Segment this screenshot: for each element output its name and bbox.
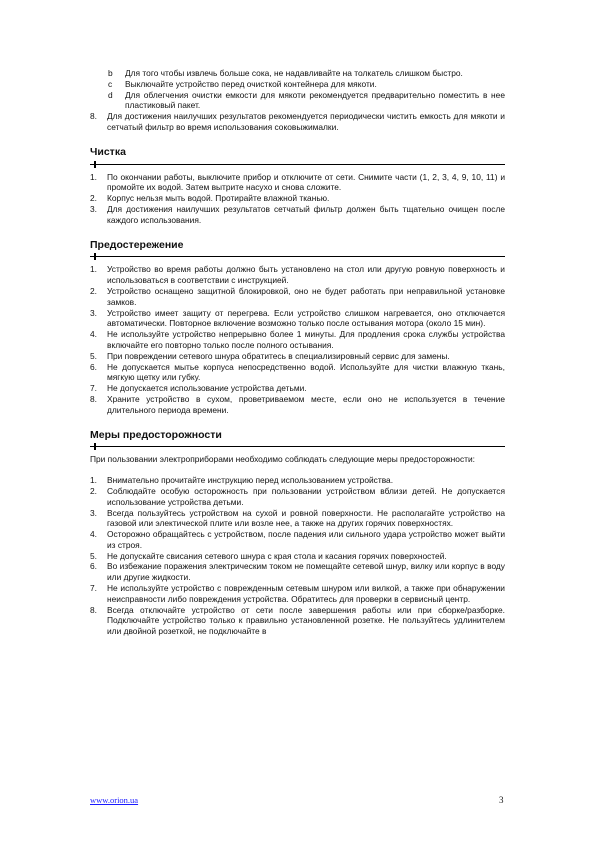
item-text: Осторожно обращайтесь с устройством, после падения или сильного удара устройство может выйти из строя. [107,529,505,550]
item-marker: b [108,68,113,78]
subitem-list [108,68,505,111]
item-marker: 8. [90,111,97,122]
section-divider [90,254,505,260]
list-item [90,329,505,351]
list-item [108,90,505,112]
item-marker: 1. [90,475,97,486]
section-heading-cleaning: Чистка [90,145,126,158]
section-heading-precautions: Меры предосторожности [90,428,222,441]
item-text: Не используйте устройство непрерывно более 1 минуты. Для продления срока службы устройства включайте его повторно только после полного остывания. [107,329,505,350]
item-text: При повреждении сетевого шнура обратитесь в специализировный сервис для замены. [107,350,450,361]
item-marker: 2. [90,485,97,496]
item-marker: 7. [90,583,97,594]
item-marker: 5. [90,350,97,361]
item-text: Выключайте устройство перед очисткой контейнера для мякоти. [125,78,377,89]
section-heading-warning: Предостережение [90,238,184,251]
list-item [90,583,505,605]
item-text: По окончании работы, выключите прибор и отключите от сети. Снимите части (1, 2, 3, 4, 9, 10, 11) и промойте их водой. Затем вытрите насухо и снова сложите. [107,171,505,193]
item-text: Не допускайте свисания сетевого шнура с края стола и касания горячих поверхностей. [107,550,447,561]
item-marker: 8. [90,393,97,404]
item-text: Не допускается использование устройства детьми. [107,383,307,394]
list-item [90,486,505,508]
list-item [90,264,505,286]
list-item [90,605,505,637]
item-marker: d [108,89,113,100]
item-text: Соблюдайте особую осторожность при пользовании устройством вблизи детей. Не допускается использование устройства детьми. [107,485,505,507]
item-marker: 6. [90,561,97,572]
list-item [90,111,505,133]
item-marker: 3. [90,203,97,214]
list-item [108,68,505,79]
page-number: 3 [499,795,504,805]
list-item [90,551,505,562]
list-item [90,475,505,486]
list-item [90,529,505,551]
list-item [90,561,505,583]
item-text: Устройство оснащено защитной блокировкой, оно не будет работать при неправильной установке замков. [107,285,505,307]
item-marker: 1. [90,264,97,275]
item-marker: 7. [90,383,97,394]
item-text: Корпус нельзя мыть водой. Протирайте влажной тканью. [107,193,330,204]
list-item [90,394,505,416]
item-marker: 3. [90,307,97,318]
item-text: Храните устройство в сухом, проветриваемом месте, если оно не используется в течение длительного периода времени. [107,393,505,415]
page-content [90,68,505,637]
item-marker: 2. [90,285,97,296]
list-item [90,383,505,394]
list-item [90,351,505,362]
list-item [90,286,505,308]
item-text: Устройство имеет защиту от перегрева. Если устройство слишком нагревается, оно отключается автоматически. Повторное включение возможно только после остывания мотора (около 15 мин). [107,307,505,329]
item-text: Для облегчения очистки емкости для мякоти рекомендуется предварительно поместить в нее пластиковый пакет. [125,89,505,111]
item-text: Всегда отключайте устройство от сети после завершения работы или при сборке/разборке. Подключайте устройство только к правильно установленной розетке. Не пользуйтесь удлинителем или двойной розеткой, не подключайте в [107,604,505,637]
item-marker: c [108,78,113,89]
item-marker: 3. [90,507,97,518]
footer-website-link[interactable]: www.orion.ua [90,795,139,805]
list-item [90,172,505,194]
item-text: Для достижения наилучших результатов сетчатый фильтр должен быть тщательно очищен после каждого использования. [107,203,505,225]
item-marker: 8. [90,604,97,615]
cleaning-list [90,172,505,226]
item-marker: 2. [90,193,97,204]
item-marker: 6. [90,361,97,372]
list-item [90,308,505,330]
item-text: Для того чтобы извлечь больше сока, не надавливайте на толкатель слишком быстро. [125,68,463,78]
item-text: Всегда пользуйтесь устройством на сухой и ровной поверхности. Не располагайте устройство на газовой или электической плите или возле нее, а также на других горячих поверхностях. [107,507,505,529]
item-text: Не используйте устройство с поврежденным сетевым шнуром или вилкой, а также при обнаружении неисправности либо повреждения устройства. Обратитесь для проверки в сервисный центр. [107,583,505,604]
precautions-intro: При пользовании электроприборами необходимо соблюдать следующие меры предосторожности: [90,454,475,465]
item-text: Во избежание поражения электрическим током не помещайте сетевой шнур, вилку или корпус в воду или другие жидкости. [107,561,505,583]
item-marker: 4. [90,529,97,540]
item-marker: 4. [90,329,97,340]
list-item [90,362,505,384]
warning-list [90,264,505,415]
item-text: Внимательно прочитайте инструкцию перед использованием устройства. [107,475,394,486]
section-divider [90,444,505,450]
list-item [90,508,505,530]
list-item [90,204,505,226]
item-marker: 1. [90,171,97,182]
item-text: Устройство во время работы должно быть установлено на стол или другую ровную поверхность и использоваться в соответствии с инструкцией. [107,264,505,286]
item-marker: 5. [90,550,97,561]
list-item [108,79,505,90]
list-item [90,193,505,204]
item-text: Для достижения наилучших результатов рекомендуется периодически чистить емкость для мякоти и сетчатый фильтр во время использования соковыжималки. [107,111,505,132]
item-text: Не допускается мытье корпуса непосредственно водой. Используйте для чистки влажную ткань, мягкую щетку или губку. [107,361,505,383]
precautions-list [90,475,505,637]
section-divider [90,162,505,168]
